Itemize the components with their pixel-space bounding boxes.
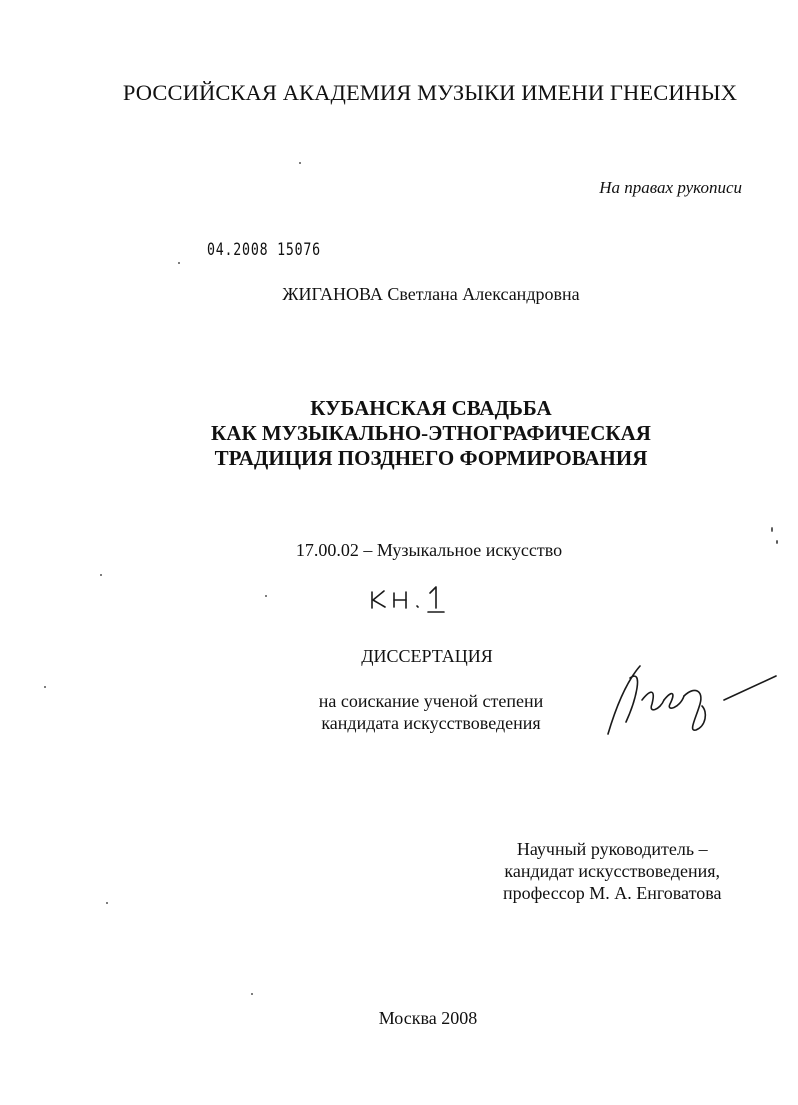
handwritten-volume-note	[368, 582, 448, 614]
degree-line: на соискание ученой степени	[318, 691, 544, 711]
signature	[596, 652, 786, 744]
title-line: ТРАДИЦИЯ ПОЗДНЕГО ФОРМИРОВАНИЯ	[214, 446, 648, 470]
thesis-title	[0, 396, 798, 471]
city-year: Москва 2008	[378, 1008, 478, 1028]
scan-speck	[265, 595, 267, 597]
scan-speck	[251, 993, 253, 995]
scan-speck	[178, 262, 180, 264]
registration-stamp: 04.2008 15076	[207, 240, 321, 260]
scan-speck	[100, 574, 102, 576]
scan-speck	[299, 162, 301, 164]
degree-line: кандидата искусствоведения	[321, 713, 541, 733]
supervisor-line: профессор М. А. Енговатова	[503, 883, 722, 903]
supervisor-line: кандидат искусствоведения,	[504, 861, 721, 881]
author-name: ЖИГАНОВА Светлана Александровна	[282, 284, 580, 304]
scientific-supervisor	[503, 838, 721, 904]
scan-speck	[44, 686, 46, 688]
rights-note: На правах рукописи	[599, 178, 742, 197]
scan-speck	[771, 527, 773, 532]
specialty-code: 17.00.02 – Музыкальное искусство	[295, 540, 563, 560]
document-type: ДИССЕРТАЦИЯ	[361, 646, 493, 666]
scan-speck	[776, 540, 778, 544]
institution-name: РОССИЙСКАЯ АКАДЕМИЯ МУЗЫКИ ИМЕНИ ГНЕСИНЫХ	[122, 80, 738, 105]
title-line: КУБАНСКАЯ СВАДЬБА	[310, 396, 552, 420]
title-line: КАК МУЗЫКАЛЬНО-ЭТНОГРАФИЧЕСКАЯ	[211, 421, 651, 445]
supervisor-line: Научный руководитель –	[516, 839, 708, 859]
scan-speck	[106, 902, 108, 904]
